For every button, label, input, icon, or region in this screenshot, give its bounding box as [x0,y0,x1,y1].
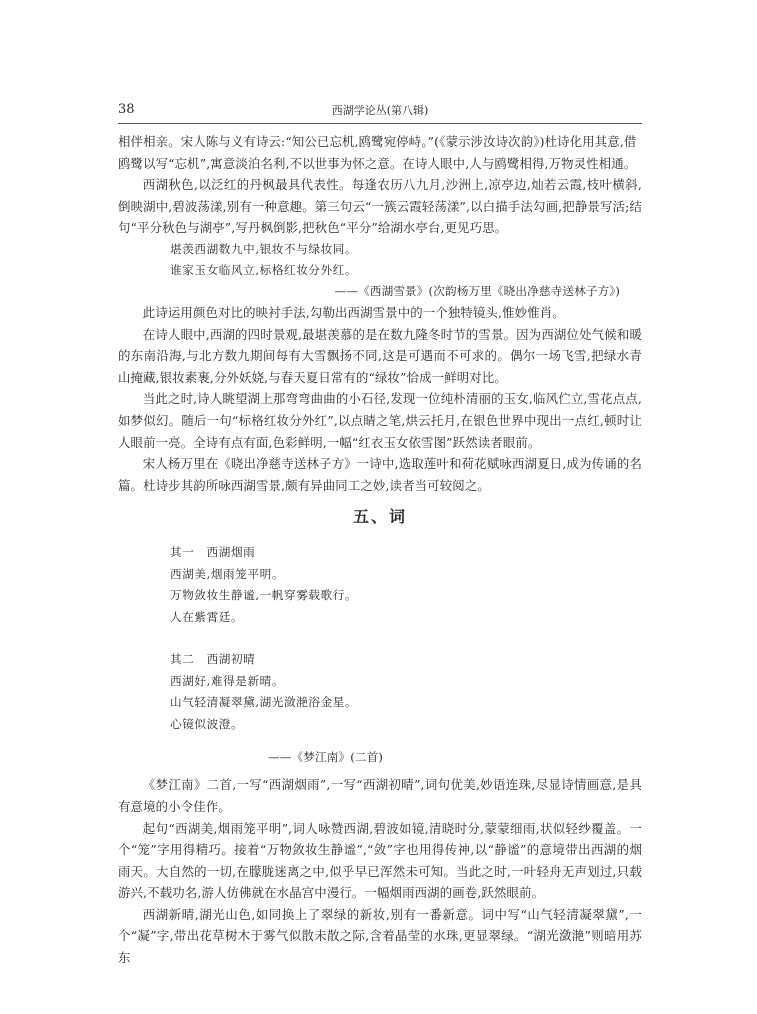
paragraph-5: 当此之时,诗人眺望湖上那弯弯曲曲的小石径,发现一位纯朴清丽的玉女,临风伫立,雪花点点,如梦似幻。随后一句“标格红妆分外红”,以点睛之笔,烘云托月,在银色世界中现出一点红,顿时让人眼前一亮。全诗有点有面,色彩鲜明,一幅“红衣玉女依雪图”跃然读者眼前。 [118,391,642,450]
paragraph-1 [118,131,642,174]
page-header [118,101,642,121]
page-number: 38 [118,102,135,117]
running-title: 西湖学论丛(第八辑) [331,104,429,117]
ci-line: 西湖好,难得是新晴。 [170,673,285,688]
ci-spacer [170,628,642,649]
poem-source: ——《西湖雪景》(次韵杨万里《晓出净慈寺送林子方》) [334,283,620,298]
ci-line: 人在紫霄廷。 [170,609,244,624]
header-divider [118,123,642,124]
paragraph-1-line-1: 相伴相亲。宋人陈与义有诗云:“知公已忘机,鸥鹭宛停峙。”(《蒙示涉汝诗次韵》)杜诗化用其意,借 [118,134,637,149]
poem-line: 堪羡西湖数九中,银妆不与绿妆同。 [170,241,358,256]
body-text [118,131,642,969]
ci-line: 西湖美,烟雨笼平明。 [170,566,285,581]
ci-line: 山气轻清凝翠黛,湖光潋滟浴金星。 [170,695,358,710]
paragraph-9: 西湖新晴,湖光山色,如同换上了翠绿的新妆,别有一番新意。词中写“山气轻清凝翠黛”,一个“凝”字,带出花草树木于雾气似散未散之际,含着晶莹的水珠,更显翠绿。“湖光潋滟”则暗用苏东 [118,906,642,966]
poem-west-lake-snow [118,239,642,281]
poem-line: 谁家玉女临风立,标格红妆分外红。 [170,262,358,277]
ci-source: ——《梦江南》(二首) [268,750,384,765]
paragraph-3: 此诗运用颜色对比的映衬手法,勾勒出西湖雪景中的一个独特镜头,惟妙惟肖。 [142,304,565,320]
paragraph-7: 《梦江南》二首,一写“西湖烟雨”,一写“西湖初晴”,词句优美,妙语连珠,尽显诗情画意,是具有意境的小令佳作。 [118,777,642,814]
ci-line: 万物敛妆生静谧,一帆穿雾载歌行。 [170,588,358,603]
ci-heading: 其二 西湖初晴 [170,652,256,667]
section-title: 五、词 [352,507,407,527]
ci-poem-1 [118,542,642,735]
ci-line: 心镜似波澄。 [170,716,244,731]
paragraph-1-line-2: 鸥鹭以写“忘机”,寓意淡泊名利,不以世事为怀之意。在诗人眼中,人与鸥鹭相得,万物灵性相通。 [118,155,637,171]
ci-heading: 其一 西湖烟雨 [170,545,256,560]
paragraph-4: 在诗人眼中,西湖的四时景观,最堪羡慕的是在数九隆冬时节的雪景。因为西湖位处气候和暖的东南沿海,与北方数九期间每有大雪飘扬不同,这是可遇而不可求的。偶尔一场飞雪,把绿水青山掩藏,银妆素裹,分外妖娆,与春天夏日常有的“绿妆”恰成一鲜明对比。 [118,326,642,385]
paragraph-2: 西湖秋色,以泛红的丹枫最具代表性。每逢农历八九月,沙洲上,凉亭边,灿若云霞,枝叶横斜,倒映湖中,碧波荡漾,别有一种意趣。第三句云“一簇云霞轻荡漾”,以白描手法勾画,把静景写活;结句“平分秋色与湖亭”,写丹枫倒影,把秋色“平分”给湖水亭台,更见巧思。 [118,177,642,236]
paragraph-8: 起句“西湖美,烟雨笼平明”,词人咏赞西湖,碧波如镜,清晓时分,蒙蒙细雨,状似轻纱覆盖。一个“笼”字用得精巧。接着“万物敛妆生静谧”,“敛”字也用得传神,以“静谧”的意境带出西湖的烟雨天。大自然的一切,在朦胧迷离之中,似乎早已浑然未可知。当此之时,一叶轻舟无声划过,只载游兴,不载功名,游人仿佛就在水晶宫中漫行。一幅烟雨西湖的画卷,跃然眼前。 [118,820,642,901]
paragraph-6: 宋人杨万里在《晓出净慈寺送林子方》一诗中,选取莲叶和荷花赋咏西湖夏日,成为传诵的名篇。杜诗步其韵所咏西湖雪景,颇有异曲同工之妙,读者当可较阅之。 [118,456,642,493]
